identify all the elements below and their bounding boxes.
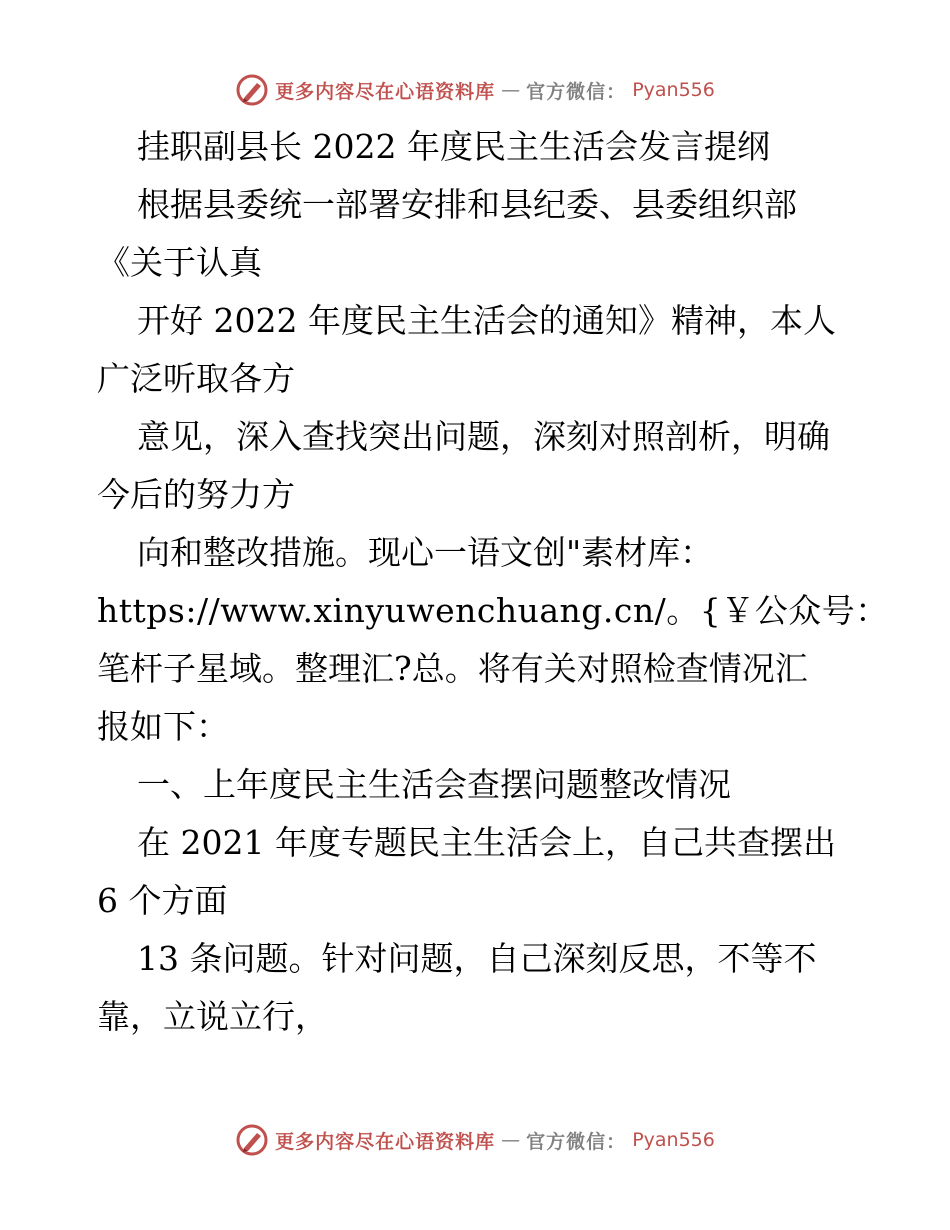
url-line: https://www.xinyuwenchuang.cn/。{￥公众号： xyxy=(97,591,889,630)
paragraph-line: 向和整改措施。现心一语文创"素材库： xyxy=(137,533,714,572)
watermark-wechat-id: Pyan556 xyxy=(632,79,715,101)
paragraph-line: 13 条问题。针对问题，自己深刻反思，不等不 xyxy=(137,939,817,978)
watermark-site-text: 更多内容尽在心语资料库 xyxy=(275,1130,496,1153)
paragraph-line: 根据县委统一部署安排和县纪委、县委组织部 xyxy=(137,185,797,224)
watermark-wechat-id: Pyan556 xyxy=(632,1129,715,1151)
paragraph-line: 靠，立说立行， xyxy=(97,997,328,1036)
document-title: 挂职副县长 2022 年度民主生活会发言提纲 xyxy=(137,127,770,166)
paragraph-line: 意见，深入查找突出问题，深刻对照剖析，明确 xyxy=(137,417,830,456)
paragraph-line: 《关于认真 xyxy=(97,243,262,282)
paragraph-line: 在 2021 年度专题民主生活会上，自己共查摆出 xyxy=(137,823,836,862)
paragraph-line: 广泛听取各方 xyxy=(97,359,295,398)
section-heading: 一、上年度民主生活会查摆问题整改情况 xyxy=(137,765,731,804)
document-body xyxy=(97,118,889,1046)
footer-watermark xyxy=(0,1120,950,1160)
paragraph-line: 6 个方面 xyxy=(97,881,228,920)
pen-logo-icon xyxy=(235,73,269,107)
watermark-site-text: 更多内容尽在心语资料库 xyxy=(275,80,496,103)
paragraph-line: 笔杆子星域。整理汇?总。将有关对照检查情况汇 xyxy=(97,649,808,688)
paragraph-line: 报如下： xyxy=(97,707,229,746)
paragraph-line: 开好 2022 年度民主生活会的通知》精神，本人 xyxy=(137,301,836,340)
header-watermark xyxy=(0,70,950,110)
watermark-label: 官方微信： xyxy=(526,1130,627,1153)
watermark-label: 官方微信： xyxy=(526,80,627,103)
pen-logo-icon xyxy=(235,1123,269,1157)
watermark-separator: — xyxy=(501,1129,521,1151)
paragraph-line: 今后的努力方 xyxy=(97,475,295,514)
watermark-separator: — xyxy=(501,79,521,101)
